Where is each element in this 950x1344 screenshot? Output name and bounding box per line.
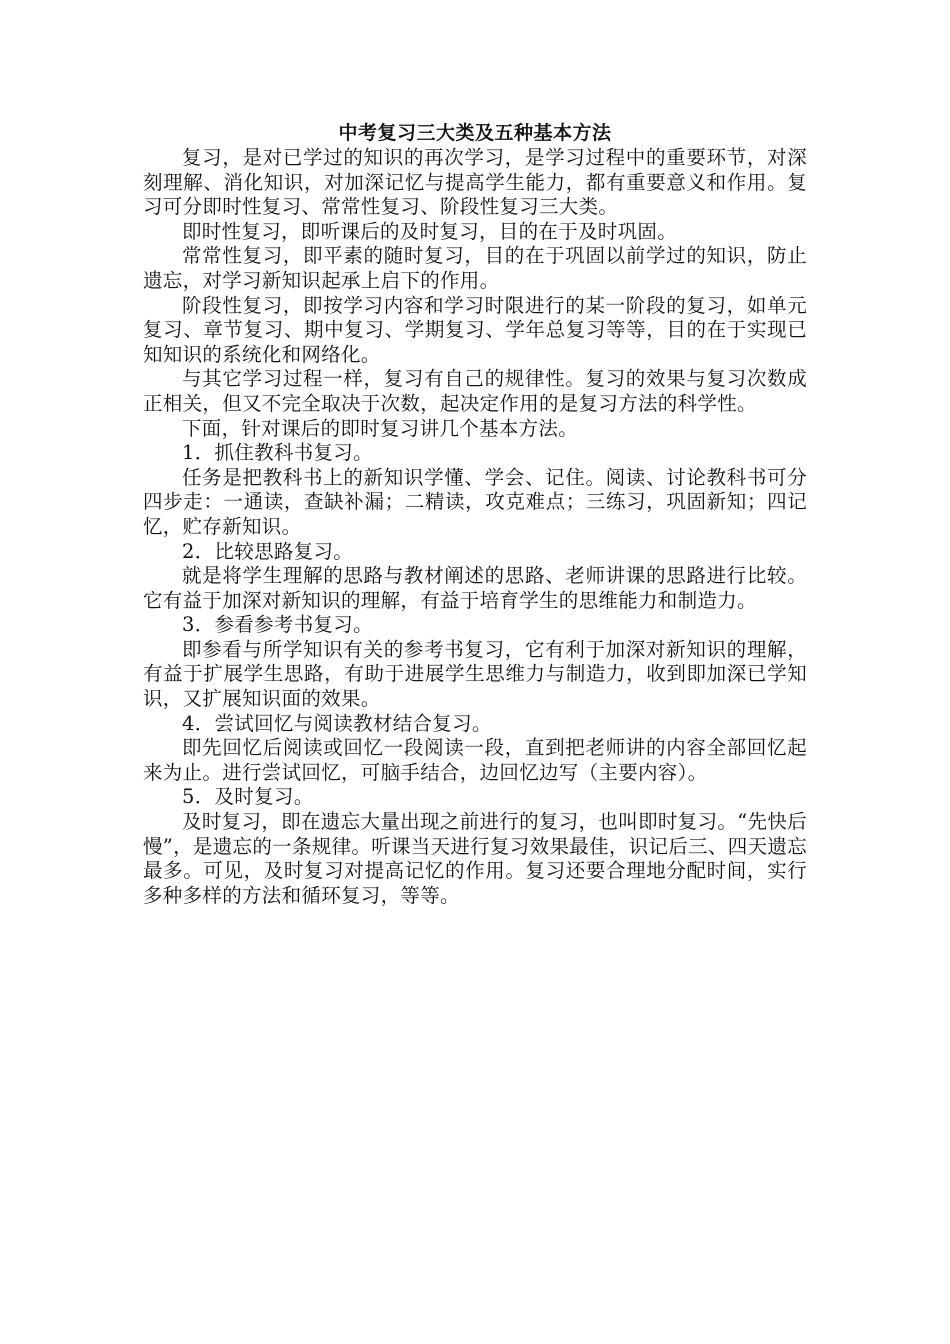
paragraph-stage-review: 阶段性复习，即按学习内容和学习时限进行的某一阶段的复习，如单元复习、章节复习、期中复习、学期复习、学年总复习等等，目的在于实现已知知识的系统化和网络化。 (143, 293, 807, 366)
method-heading-4: 4．尝试回忆与阅读教材结合复习。 (182, 711, 492, 735)
paragraph-methods-intro: 下面，针对课后的即时复习讲几个基本方法。 (182, 416, 579, 440)
paragraph-immediate-review: 即时性复习，即听课后的及时复习，目的在于及时巩固。 (182, 219, 678, 243)
method-heading-5: 5．及时复习。 (182, 785, 314, 809)
method-heading-3: 3．参看参考书复习。 (182, 613, 373, 637)
method-body-2: 就是将学生理解的思路与教材阐述的思路、老师讲课的思路进行比较。它有益于加深对新知识的理解，有益于培育学生的思维能力和制造力。 (143, 564, 807, 612)
method-body-3: 即参看与所学知识有关的参考书复习，它有利于加深对新知识的理解，有益于扩展学生思路，有助于进展学生思维力与制造力，收到即加深已学知识，又扩展知识面的效果。 (143, 637, 807, 711)
document-page (143, 120, 807, 908)
method-heading-2: 2．比较思路复习。 (182, 539, 354, 563)
paragraph-regular-review: 常常性复习，即平素的随时复习，目的在于巩固以前学过的知识，防止遗忘，对学习新知识起承上启下的作用。 (143, 244, 807, 292)
method-body-5: 及时复习，即在遗忘大量出现之前进行的复习，也叫即时复习。“先快后慢”，是遗忘的一条规律。听课当天进行复习效果最佳，识记后三、四天遗忘最多。可见，及时复习对提高记忆的作用。复习还要合理地分配时间，实行多种多样的方法和循环复习，等等。 (143, 810, 807, 907)
paragraph-review-rules: 与其它学习过程一样，复习有自己的规律性。复习的效果与复习次数成正相关，但又不完全取决于次数，起决定作用的是复习方法的科学性。 (143, 367, 807, 415)
method-heading-1: 1．抓住教科书复习。 (182, 441, 373, 465)
document-title: 中考复习三大类及五种基本方法 (338, 122, 612, 144)
method-body-4: 即先回忆后阅读或回忆一段阅读一段，直到把老师讲的内容全部回忆起来为止。进行尝试回忆，可脑手结合，边回忆边写（主要内容）。 (143, 736, 807, 784)
paragraph-intro: 复习，是对已学过的知识的再次学习，是学习过程中的重要环节，对深刻理解、消化知识，对加深记忆与提高学生能力，都有重要意义和作用。复习可分即时性复习、常常性复习、阶段性复习三大类。 (143, 146, 807, 219)
method-body-1: 任务是把教科书上的新知识学懂、学会、记住。阅读、讨论教科书可分四步走：一通读，查缺补漏；二精读，攻克难点；三练习，巩固新知；四记忆，贮存新知识。 (143, 465, 807, 538)
